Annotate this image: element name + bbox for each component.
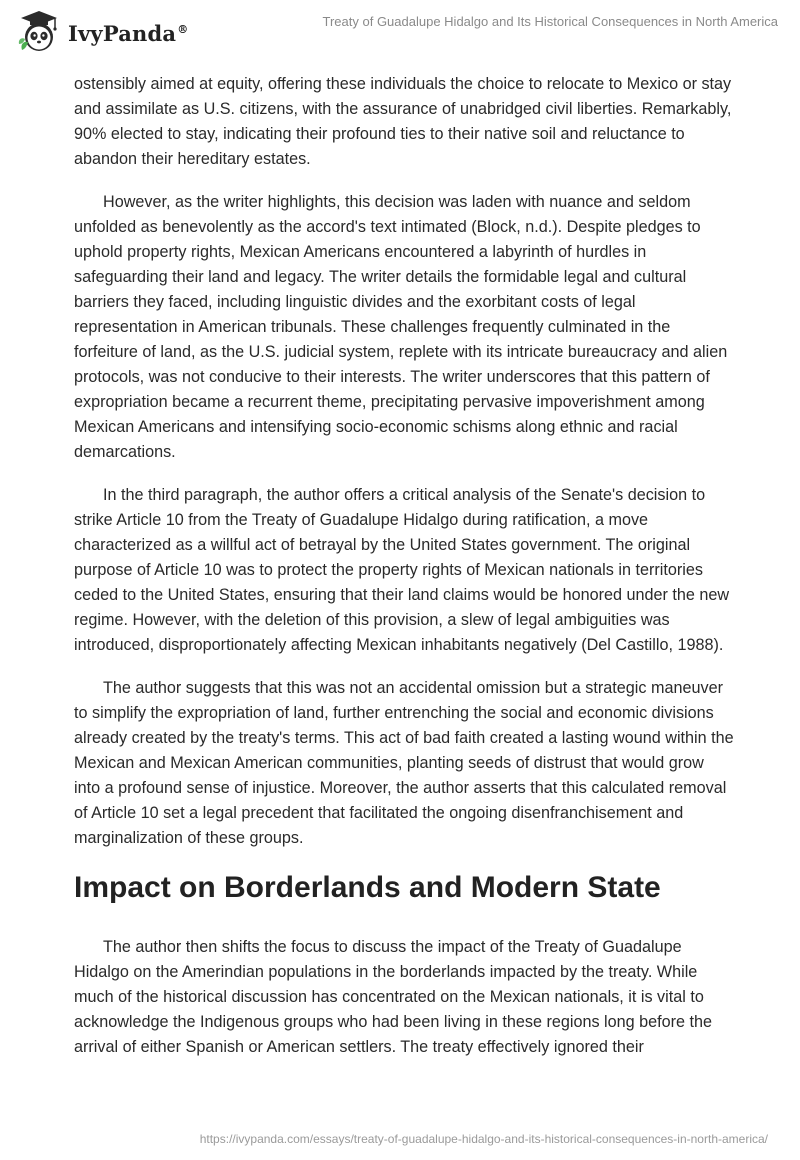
panda-logo-icon [16,8,62,54]
document-title: Treaty of Guadalupe Hidalgo and Its Historical Consequences in North America [322,14,778,29]
logo[interactable] [16,8,188,54]
paragraph: The author suggests that this was not an accidental omission but a strategic maneuver to simplify the expropriation of land, further entrenching the social and economic divisions already created by the treaty's terms. This act of bad faith created a lasting wound within the Mexican and Mexican American communities, planting seeds of distrust that would grow into a profound sense of injustice. Moreover, the author asserts that this calculated removal of Article 10 set a legal precedent that facilitated the ongoing disenfranchisement and marginalization of these groups. [74,679,734,847]
paragraph: In the third paragraph, the author offers a critical analysis of the Senate's decision to strike Article 10 from the Treaty of Guadalupe Hidalgo during ratification, a move characterized as a willful act of betrayal by the United States government. The original purpose of Article 10 was to protect the property rights of Mexican nationals in territories ceded to the United States, ensuring that their land claims would be honored under the new regime. However, with the deletion of this provision, a slew of legal ambiguities was introduced, disproportionately affecting Mexican inhabitants negatively (Del Castillo, 1988). [74,486,730,654]
paragraph: However, as the writer highlights, this decision was laden with nuance and seldom unfolded as benevolently as the accord's text intimated (Block, n.d.). Despite pledges to uphold property rights, Mexican Americans encountered a labyrinth of hurdles in safeguarding their land and legacy. The writer details the formidable legal and cultural barriers they faced, including linguistic divides and the exorbitant costs of legal representation in American tribunals. These challenges frequently culminated in the forfeiture of land, as the U.S. judicial system, replete with its intricate bureaucracy and alien protocols, was not conducive to their interests. The writer underscores that this pattern of expropriation became a recurrent theme, precipitating pervasive impoverishment among Mexican Americans and intensifying socio-economic schisms along ethnic and racial demarcations. [74,193,728,461]
page-header [0,0,800,64]
paragraph: ostensibly aimed at equity, offering these individuals the choice to relocate to Mexico or stay and assimilate as U.S. citizens, with the assurance of unabridged civil liberties. Remarkably, 90% elected to stay, indicating their profound ties to their native soil and reluctance to abandon their hereditary estates. [74,75,732,168]
section-heading: Impact on Borderlands and Modern State [74,871,661,904]
paragraph: The author then shifts the focus to discuss the impact of the Treaty of Guadalupe Hidalgo on the Amerindian populations in the borderlands impacted by the treaty. While much of the historical discussion has concentrated on the Mexican nationals, it is vital to acknowledge the Indigenous groups who had been living in these regions long before the arrival of either Spanish or American settlers. The treaty effectively ignored their [74,938,713,1056]
logo-text: IvyPanda® [68,20,189,46]
source-url[interactable]: https://ivypanda.com/essays/treaty-of-guadalupe-hidalgo-and-its-historical-consequences-in-north-america/ [199,1132,768,1146]
article-body [74,72,734,1078]
